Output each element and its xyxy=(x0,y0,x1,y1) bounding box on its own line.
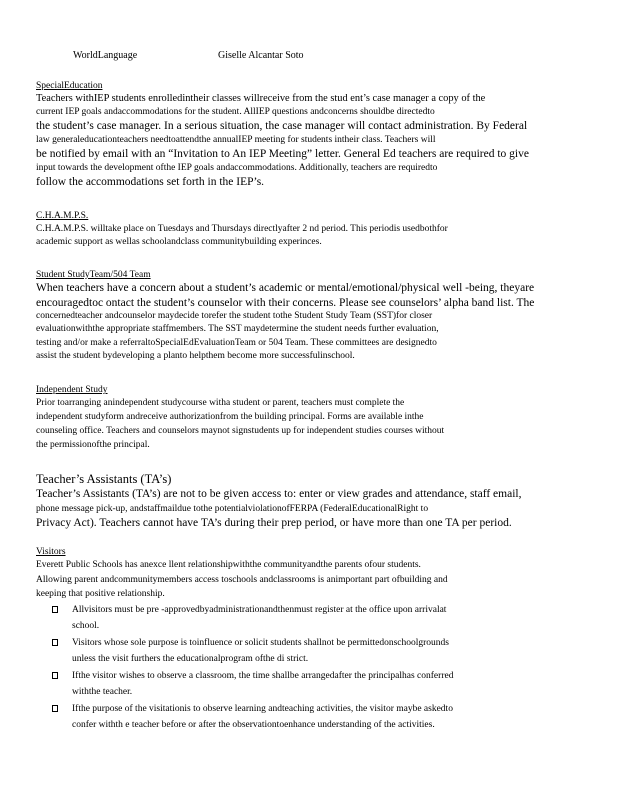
paragraph-line: testing and/or make a referraltoSpecialEdEvaluationTeam or 504 Team. These committees are designedto xyxy=(36,337,437,348)
paragraph-line: academic support as wellas schoolandclass communitybuilding experinces. xyxy=(36,237,322,247)
section-heading: SpecialEducation xyxy=(36,81,103,91)
list-item-line: withthe teacher. xyxy=(72,687,133,697)
paragraph-line: law generaleducationteachers needtoattendthe annualIEP meeting for students intheir class. Teachers will xyxy=(36,134,436,145)
section-visitors xyxy=(36,546,576,734)
section-heading: Visitors xyxy=(36,547,66,557)
checkbox-bullet-icon xyxy=(52,705,58,712)
section-heading: Student StudyTeam/504 Team xyxy=(36,270,151,280)
section-heading: Independent Study xyxy=(36,385,108,395)
section-independent-study xyxy=(36,384,576,452)
list-item xyxy=(36,635,576,668)
checkbox-bullet-icon xyxy=(52,639,58,646)
paragraph-line: current IEP goals andaccommodations for the student. AllIEP questions andconcerns shouldbe directedto xyxy=(36,107,435,117)
paragraph-line: Privacy Act). Teachers cannot have TA’s during their prep period, or have more than one TA per period. xyxy=(36,516,512,529)
checkbox-bullet-icon xyxy=(52,606,58,613)
section-heading: Teacher’s Assistants (TA’s) xyxy=(36,472,172,486)
section-student-study-team xyxy=(36,269,576,363)
section-special-education xyxy=(36,80,576,189)
paragraph-line: C.H.A.M.P.S. willtake place on Tuesdays and Thursdays directlyafter 2 nd period. This periodis usedbothfor xyxy=(36,224,448,234)
paragraph-line: phone message pick-up, andstaffmaildue tothe potentialviolationofFERPA (FederalEducationalRight to xyxy=(36,503,429,514)
list-item-line: confer withth e teacher before or after the observationtoenhance understanding of the activities. xyxy=(72,720,435,730)
paragraph-line: the student’s case manager. In a serious situation, the case manager will contact administration. By Federal xyxy=(36,120,528,133)
paragraph-line: Everett Public Schools has anexce llent relationshipwiththe communityandthe parents ofour students. xyxy=(36,560,421,570)
paragraph-line: Teacher’s Assistants (TA’s) are not to be given access to: enter or view grades and attendance, staff email, xyxy=(36,488,522,500)
paragraph-line: concernedteacher andcounselor maydecide torefer the student tothe Student Study Team (SST)for closer xyxy=(36,311,433,322)
section-champs xyxy=(36,210,576,249)
paragraph-line: evaluationwiththe appropriate staffmembers. The SST maydetermine the student needs further evaluation, xyxy=(36,324,439,335)
paragraph-line: assist the student bydeveloping a planto helpthem become more successfulinschool. xyxy=(36,350,355,361)
list-item xyxy=(36,701,576,734)
list-item-line: Allvisitors must be pre -approvedbyadministrationandthenmust register at the office upon arrivalat xyxy=(72,604,447,615)
paragraph-line: independent studyform andreceive authorizationfrom the building principal. Forms are available inthe xyxy=(36,412,424,422)
checkbox-bullet-icon xyxy=(52,672,58,679)
list-item-line: Ifthe purpose of the visitationis to observe learning andteaching activities, the visitor maybe askedto xyxy=(72,703,453,714)
paragraph-line: counseling office. Teachers and counselors maynot signstudents up for independent studies courses without xyxy=(36,426,445,436)
section-heading: C.H.A.M.P.S. xyxy=(36,211,89,221)
list-item xyxy=(36,602,576,635)
list-item-line: Ifthe visitor wishes to observe a classroom, the time shallbe arrangedafter the principalhas conferred xyxy=(72,670,454,681)
visitor-rules-list xyxy=(36,602,576,734)
section-teachers-assistants xyxy=(36,472,576,530)
paragraph-line: Prior toarranging anindependent studycourse witha student or parent, teachers must complete the xyxy=(36,398,405,408)
list-item-line: unless the visit furthers the educationalprogram ofthe di strict. xyxy=(72,654,309,664)
list-item-line: school. xyxy=(72,621,100,631)
header-name: Giselle Alcantar Soto xyxy=(218,50,304,61)
paragraph-line: Allowing parent andcommunitymembers access toschools andclassrooms is animportant part ofbuilding and xyxy=(36,574,448,585)
paragraph-line: keeping that positive relationship. xyxy=(36,589,165,599)
paragraph-line: Teachers withIEP students enrolledintheir classes willreceive from the stud ent’s case manager a copy of the xyxy=(36,93,486,104)
paragraph-line: When teachers have a concern about a student’s academic or mental/emotional/physical well -being, theyare xyxy=(36,282,535,294)
paragraph-line: be notified by email with an “Invitation to An IEP Meeting” letter. General Ed teachers are required to give xyxy=(36,148,529,160)
paragraph-line: input towards the development ofthe IEP goals andaccommodations. Additionally, teachers are requiredto xyxy=(36,162,438,173)
paragraph-line: encouragedtoc ontact the student’s counselor with their concerns. Please see counselors’ alpha band list. The xyxy=(36,296,535,309)
list-item xyxy=(36,668,576,701)
paragraph-line: the permissionofthe principal. xyxy=(36,440,150,450)
paragraph-line: follow the accommodations set forth in the IEP’s. xyxy=(36,175,265,188)
list-item-line: Visitors whose sole purpose is toinfluence or solicit students shallnot be permittedonschoolgrounds xyxy=(72,637,450,648)
header-subject: WorldLanguage xyxy=(73,50,138,61)
